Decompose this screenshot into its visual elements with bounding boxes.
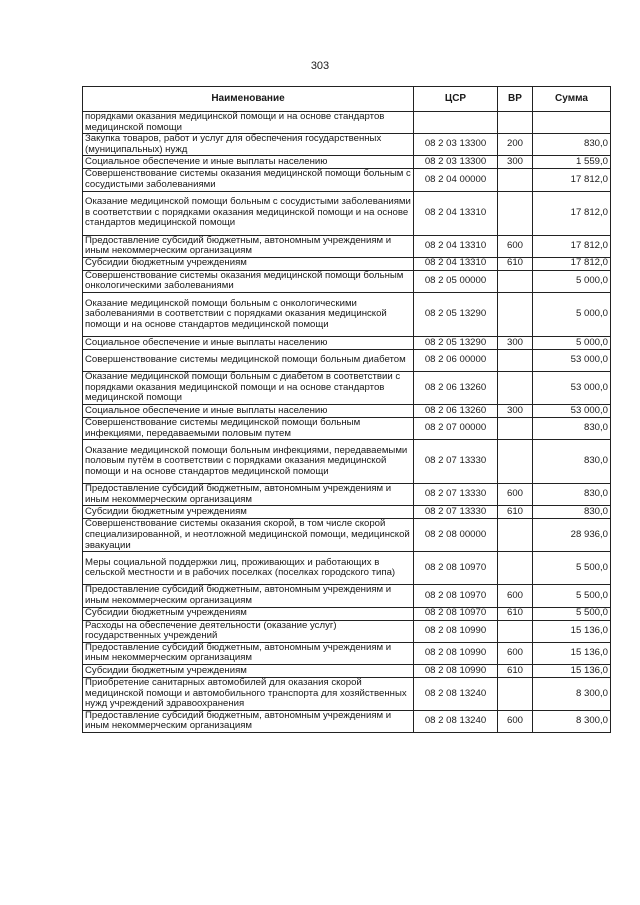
cell-name: Предоставление субсидий бюджетным, автономным учреждениям и иным некоммерческим организациям <box>83 642 414 664</box>
table-row <box>83 336 611 349</box>
cell-sum: 28 936,0 <box>533 519 611 552</box>
cell-sum: 5 500,0 <box>533 607 611 620</box>
cell-csr: 08 2 08 13240 <box>414 677 498 710</box>
table-row <box>83 585 611 607</box>
cell-vr: 610 <box>498 257 533 270</box>
cell-vr: 300 <box>498 156 533 169</box>
cell-sum: 1 559,0 <box>533 156 611 169</box>
cell-csr: 08 2 04 00000 <box>414 169 498 191</box>
cell-vr <box>498 349 533 371</box>
cell-sum: 5 500,0 <box>533 552 611 585</box>
cell-vr <box>498 112 533 134</box>
cell-name: Субсидии бюджетным учреждениям <box>83 664 414 677</box>
cell-sum: 15 136,0 <box>533 642 611 664</box>
cell-name: Социальное обеспечение и иные выплаты населению <box>83 404 414 417</box>
cell-csr: 08 2 03 13300 <box>414 134 498 156</box>
budget-table <box>82 86 611 733</box>
cell-sum: 5 500,0 <box>533 585 611 607</box>
cell-sum: 53 000,0 <box>533 404 611 417</box>
cell-name: Социальное обеспечение и иные выплаты населению <box>83 156 414 169</box>
cell-csr: 08 2 08 10970 <box>414 607 498 620</box>
cell-csr: 08 2 08 10970 <box>414 552 498 585</box>
header-csr: ЦСР <box>414 87 498 112</box>
cell-vr <box>498 620 533 642</box>
cell-name: Предоставление субсидий бюджетным, автономным учреждениям и иным некоммерческим организациям <box>83 235 414 257</box>
cell-name: Приобретение санитарных автомобилей для оказания скорой медицинской помощи и автомобильного транспорта для хозяйственных нужд учреждений здравоохранения <box>83 677 414 710</box>
cell-sum: 830,0 <box>533 417 611 439</box>
cell-csr: 08 2 05 13290 <box>414 336 498 349</box>
cell-vr <box>498 552 533 585</box>
cell-sum: 17 812,0 <box>533 169 611 191</box>
table-row <box>83 169 611 191</box>
cell-name: Совершенствование системы оказания скорой, в том числе скорой специализированной, и неотложной медицинской помощи, медицинской эвакуации <box>83 519 414 552</box>
cell-name: Оказание медицинской помощи больным с онкологическими заболеваниями в соответствии с порядками оказания медицинской помощи и на основе стандартов медицинской помощи <box>83 292 414 336</box>
cell-vr <box>498 519 533 552</box>
cell-name: Социальное обеспечение и иные выплаты населению <box>83 336 414 349</box>
cell-csr: 08 2 08 10990 <box>414 642 498 664</box>
cell-vr <box>498 270 533 292</box>
cell-name: Субсидии бюджетным учреждениям <box>83 607 414 620</box>
cell-sum: 8 300,0 <box>533 677 611 710</box>
cell-sum: 53 000,0 <box>533 371 611 404</box>
table-row <box>83 519 611 552</box>
page-number: 303 <box>310 60 330 72</box>
header-name: Наименование <box>83 87 414 112</box>
cell-csr: 08 2 05 13290 <box>414 292 498 336</box>
cell-sum: 830,0 <box>533 506 611 519</box>
cell-sum: 5 000,0 <box>533 292 611 336</box>
cell-csr: 08 2 04 13310 <box>414 257 498 270</box>
cell-name: Субсидии бюджетным учреждениям <box>83 257 414 270</box>
cell-name: Предоставление субсидий бюджетным, автономным учреждениям и иным некоммерческим организациям <box>83 710 414 732</box>
table-row <box>83 620 611 642</box>
cell-csr: 08 2 08 00000 <box>414 519 498 552</box>
cell-vr <box>498 371 533 404</box>
table-row <box>83 677 611 710</box>
table-row <box>83 710 611 732</box>
table-row <box>83 552 611 585</box>
cell-sum: 5 000,0 <box>533 336 611 349</box>
table-row <box>83 607 611 620</box>
cell-name: Оказание медицинской помощи больным с сосудистыми заболеваниями в соответствии с порядками оказания медицинской помощи и на основе стандартов медицинской помощи <box>83 191 414 235</box>
table-row <box>83 270 611 292</box>
table-row <box>83 506 611 519</box>
cell-sum: 830,0 <box>533 484 611 506</box>
table-row <box>83 642 611 664</box>
table-row <box>83 440 611 484</box>
cell-csr: 08 2 03 13300 <box>414 156 498 169</box>
table-row <box>83 112 611 134</box>
header-sum: Сумма <box>533 87 611 112</box>
cell-vr: 610 <box>498 506 533 519</box>
table-row <box>83 417 611 439</box>
cell-vr: 600 <box>498 710 533 732</box>
cell-csr: 08 2 07 13330 <box>414 440 498 484</box>
cell-vr <box>498 417 533 439</box>
cell-csr: 08 2 07 00000 <box>414 417 498 439</box>
cell-vr: 600 <box>498 642 533 664</box>
cell-name: Совершенствование системы медицинской помощи больным инфекциями, передаваемыми половым путем <box>83 417 414 439</box>
header-vr: ВР <box>498 87 533 112</box>
cell-name: Совершенствование системы оказания медицинской помощи больным с сосудистыми заболеваниями <box>83 169 414 191</box>
cell-vr: 600 <box>498 585 533 607</box>
cell-csr: 08 2 07 13330 <box>414 484 498 506</box>
cell-vr <box>498 191 533 235</box>
cell-sum: 830,0 <box>533 440 611 484</box>
cell-vr: 610 <box>498 607 533 620</box>
cell-name: Субсидии бюджетным учреждениям <box>83 506 414 519</box>
cell-csr: 08 2 08 10990 <box>414 620 498 642</box>
cell-vr: 200 <box>498 134 533 156</box>
cell-sum: 53 000,0 <box>533 349 611 371</box>
cell-sum: 17 812,0 <box>533 257 611 270</box>
cell-csr: 08 2 08 10990 <box>414 664 498 677</box>
cell-name: Совершенствование системы оказания медицинской помощи больным онкологическими заболеваниями <box>83 270 414 292</box>
table-row <box>83 257 611 270</box>
cell-vr <box>498 677 533 710</box>
cell-name: Совершенствование системы медицинской помощи больным диабетом <box>83 349 414 371</box>
cell-vr: 300 <box>498 336 533 349</box>
cell-sum: 15 136,0 <box>533 620 611 642</box>
table-row <box>83 484 611 506</box>
cell-name: Оказание медицинской помощи больным с диабетом в соответствии с порядками оказания медицинской помощи и на основе стандартов медицинской помощи <box>83 371 414 404</box>
table-row <box>83 349 611 371</box>
cell-name: Предоставление субсидий бюджетным, автономным учреждениям и иным некоммерческим организациям <box>83 484 414 506</box>
cell-vr: 600 <box>498 484 533 506</box>
table-row <box>83 134 611 156</box>
cell-vr <box>498 292 533 336</box>
cell-sum: 5 000,0 <box>533 270 611 292</box>
table-row <box>83 156 611 169</box>
table-row <box>83 371 611 404</box>
cell-name: Закупка товаров, работ и услуг для обеспечения государственных (муниципальных) нужд <box>83 134 414 156</box>
table-header-row <box>83 87 611 112</box>
cell-vr: 610 <box>498 664 533 677</box>
cell-csr: 08 2 04 13310 <box>414 235 498 257</box>
cell-sum: 17 812,0 <box>533 235 611 257</box>
table-row <box>83 191 611 235</box>
cell-vr: 600 <box>498 235 533 257</box>
table-row <box>83 235 611 257</box>
table-row <box>83 292 611 336</box>
cell-vr <box>498 440 533 484</box>
cell-name: порядками оказания медицинской помощи и на основе стандартов медицинской помощи <box>83 112 414 134</box>
cell-csr: 08 2 05 00000 <box>414 270 498 292</box>
cell-csr: 08 2 04 13310 <box>414 191 498 235</box>
cell-vr: 300 <box>498 404 533 417</box>
table-row <box>83 664 611 677</box>
cell-csr <box>414 112 498 134</box>
table-row <box>83 404 611 417</box>
cell-name: Предоставление субсидий бюджетным, автономным учреждениям и иным некоммерческим организациям <box>83 585 414 607</box>
cell-name: Оказание медицинской помощи больным инфекциями, передаваемыми половым путём в соответствии с порядками оказания медицинской помощи и на основе стандартов медицинской помощи <box>83 440 414 484</box>
cell-csr: 08 2 07 13330 <box>414 506 498 519</box>
cell-csr: 08 2 06 00000 <box>414 349 498 371</box>
cell-sum: 15 136,0 <box>533 664 611 677</box>
cell-csr: 08 2 06 13260 <box>414 371 498 404</box>
cell-sum <box>533 112 611 134</box>
cell-csr: 08 2 08 10970 <box>414 585 498 607</box>
cell-sum: 8 300,0 <box>533 710 611 732</box>
cell-vr <box>498 169 533 191</box>
cell-csr: 08 2 08 13240 <box>414 710 498 732</box>
cell-csr: 08 2 06 13260 <box>414 404 498 417</box>
cell-sum: 17 812,0 <box>533 191 611 235</box>
cell-sum: 830,0 <box>533 134 611 156</box>
cell-name: Расходы на обеспечение деятельности (оказание услуг) государственных учреждений <box>83 620 414 642</box>
cell-name: Меры социальной поддержки лиц, проживающих и работающих в сельской местности и в рабочих поселках (поселках городского типа) <box>83 552 414 585</box>
